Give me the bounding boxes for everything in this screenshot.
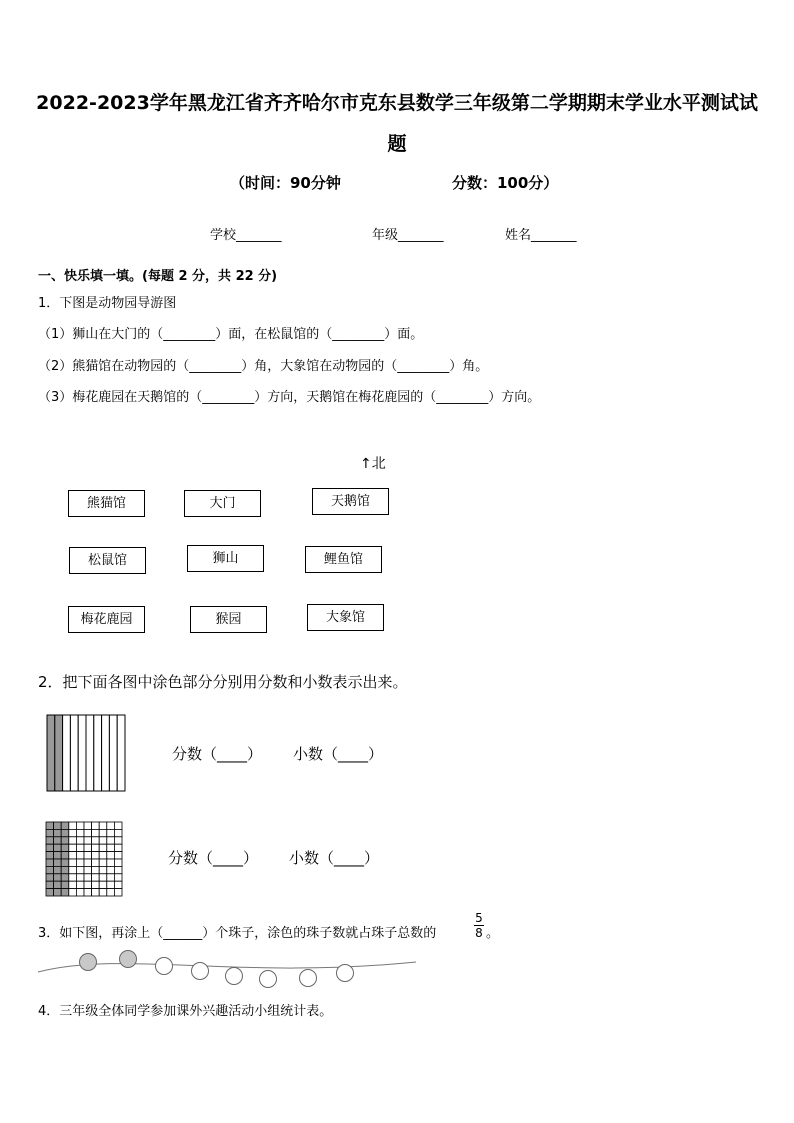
fig2-cell [99,829,107,836]
fig2-cell [92,837,100,844]
fig2-cell [54,822,62,829]
fig1-column [109,715,117,791]
grade-field [372,224,444,243]
fig2-cell [114,874,122,881]
fig1-column [94,715,102,791]
q1-part1: （1）狮山在大门的（________）面，在松鼠馆的（________）面。 [38,327,424,342]
fig2-cell [99,844,107,851]
fig2-cell [107,829,115,836]
fig2-cell [76,822,84,829]
fig2-cell [99,866,107,873]
q3-fraction-denominator: 8 [475,926,483,940]
fig2-cell [99,852,107,859]
fig2-cell [114,881,122,888]
fig2-cell [69,852,77,859]
fig2-cell [46,889,54,896]
name-field [505,224,577,243]
fig2-cell [69,889,77,896]
exam-score: 分数：100分） [452,174,559,192]
fig2-cell [114,837,122,844]
fig2-cell [69,844,77,851]
fig2-cell [84,829,92,836]
fig2-fraction-answer: 分数（____） [168,849,259,867]
fig2-cell [99,881,107,888]
fig2-cell [61,866,69,873]
fig1-column [78,715,86,791]
fig2-cell [114,859,122,866]
fig2-cell [84,859,92,866]
grade-label: 年级 [372,228,399,243]
bead-empty [156,958,173,975]
fig2-cell [61,889,69,896]
north-label: 北 [371,456,386,472]
fig2-cell [92,889,100,896]
school-blank: _______ [236,228,282,243]
bead-shaded [120,951,137,968]
map-main-gate: 大门 [184,490,261,517]
page-title-line2: 题 [387,133,407,155]
bead-shaded [80,954,97,971]
bead-empty [300,970,317,987]
fig2-cell [46,844,54,851]
map-lion-hill: 狮山 [187,545,264,572]
fig2-decimal-answer: 小数（____） [289,849,380,867]
fig2-cell [61,837,69,844]
grade-blank: _______ [398,228,444,243]
fig2-cell [107,866,115,873]
fig2-cell [54,844,62,851]
fig2-cell [69,829,77,836]
map-carp-house: 鲤鱼馆 [305,546,382,573]
fig2-cell [76,837,84,844]
fraction-figure-grid [45,821,123,897]
fig2-cell [92,859,100,866]
q1-part3: （3）梅花鹿园在天鹅馆的（________）方向，天鹅馆在梅花鹿园的（________）方向。 [38,390,541,405]
fig2-cell [84,881,92,888]
fig2-cell [84,852,92,859]
fig2-cell [99,874,107,881]
fig2-cell [84,889,92,896]
fig2-cell [54,852,62,859]
bead-empty [192,963,209,980]
fraction-figure-columns [46,714,126,792]
fig2-cell [99,837,107,844]
fig2-cell [107,881,115,888]
fig2-cell [46,859,54,866]
name-label: 姓名 [505,228,532,243]
fig1-column [55,715,63,791]
fig2-cell [84,874,92,881]
q4-stem: 4．三年级全体同学参加课外兴趣活动小组统计表。 [38,1004,333,1019]
fig2-cell [76,844,84,851]
fig1-column [102,715,110,791]
fig2-cell [54,874,62,881]
fig2-cell [54,829,62,836]
fig2-cell [54,889,62,896]
q2-stem: 2．把下面各图中涂色部分分别用分数和小数表示出来。 [38,673,408,691]
fig2-cell [99,859,107,866]
fig2-cell [69,874,77,881]
fig2-cell [114,889,122,896]
fig2-cell [69,837,77,844]
fig2-cell [114,822,122,829]
map-monkey-park: 猴园 [190,606,267,633]
fig2-cell [61,829,69,836]
fig2-cell [99,822,107,829]
map-panda-house: 熊猫馆 [68,490,145,517]
fig2-cell [107,889,115,896]
fig2-cell [46,881,54,888]
fig2-cell [61,859,69,866]
fig2-cell [54,881,62,888]
fig2-cell [92,881,100,888]
fig2-cell [61,874,69,881]
fig2-cell [107,874,115,881]
fig2-cell [107,859,115,866]
fig2-cell [92,874,100,881]
fig2-cell [114,844,122,851]
q3-fraction [474,912,484,939]
fig1-column [70,715,78,791]
fig2-cell [69,822,77,829]
q3-stem: 3．如下图，再涂上（______）个珠子，涂色的珠子数就占珠子总数的 [38,926,437,941]
fig2-cell [46,852,54,859]
fig2-cell [107,844,115,851]
fig2-cell [76,859,84,866]
fig2-cell [76,829,84,836]
north-indicator [360,453,386,473]
fig2-cell [114,866,122,873]
fig2-cell [84,866,92,873]
q1-part2: （2）熊猫馆在动物园的（________）角，大象馆在动物园的（________）角。 [38,359,489,374]
fig1-fraction-answer: 分数（____） [172,745,263,763]
fig2-cell [54,837,62,844]
fig2-cell [76,852,84,859]
fig2-cell [114,829,122,836]
name-blank: _______ [531,228,577,243]
q3-tail: 。 [486,926,500,941]
fig2-cell [92,829,100,836]
fig1-column [47,715,55,791]
fig2-cell [99,889,107,896]
fig1-column [86,715,94,791]
fig2-cell [92,866,100,873]
fig2-cell [54,866,62,873]
north-arrow-icon: ↑ [360,456,372,472]
bead-empty [260,971,277,988]
page-title-line1: 2022-2023学年黑龙江省齐齐哈尔市克东县数学三年级第二学期期末学业水平测试试 [36,92,758,114]
fig2-cell [46,837,54,844]
fig2-cell [84,822,92,829]
q3-fraction-numerator: 5 [475,911,483,925]
section-heading: 一、快乐填一填。(每题 2 分，共 22 分) [38,269,278,284]
fig2-cell [76,874,84,881]
map-squirrel-house: 松鼠馆 [69,547,146,574]
fig2-cell [61,852,69,859]
fig1-column [63,715,71,791]
fig2-cell [46,866,54,873]
fig2-cell [107,852,115,859]
fig2-cell [92,822,100,829]
q1-stem: 1．下图是动物园导游图 [38,296,177,311]
fig2-cell [46,829,54,836]
fig2-cell [69,859,77,866]
school-label: 学校 [210,228,237,243]
fig1-column [117,715,125,791]
map-deer-park: 梅花鹿园 [68,606,145,633]
fig2-cell [46,874,54,881]
fig2-cell [84,844,92,851]
map-elephant-house: 大象馆 [307,604,384,631]
fig2-cell [92,852,100,859]
school-field [210,224,282,243]
exam-time: （时间：90分钟 [230,174,341,192]
fig2-cell [92,844,100,851]
fig2-cell [76,881,84,888]
fig2-cell [107,837,115,844]
bead-string [36,948,420,988]
bead-empty [337,965,354,982]
fig2-cell [69,866,77,873]
fig2-cell [61,844,69,851]
fig2-cell [69,881,77,888]
fig2-cell [46,822,54,829]
fig1-decimal-answer: 小数（____） [293,745,384,763]
fig2-cell [76,889,84,896]
map-swan-house: 天鹅馆 [312,488,389,515]
fig2-cell [61,881,69,888]
fig2-cell [76,866,84,873]
bead-empty [226,968,243,985]
fig2-cell [84,837,92,844]
fig2-cell [114,852,122,859]
fig2-cell [61,822,69,829]
fig2-cell [107,822,115,829]
fig2-cell [54,859,62,866]
